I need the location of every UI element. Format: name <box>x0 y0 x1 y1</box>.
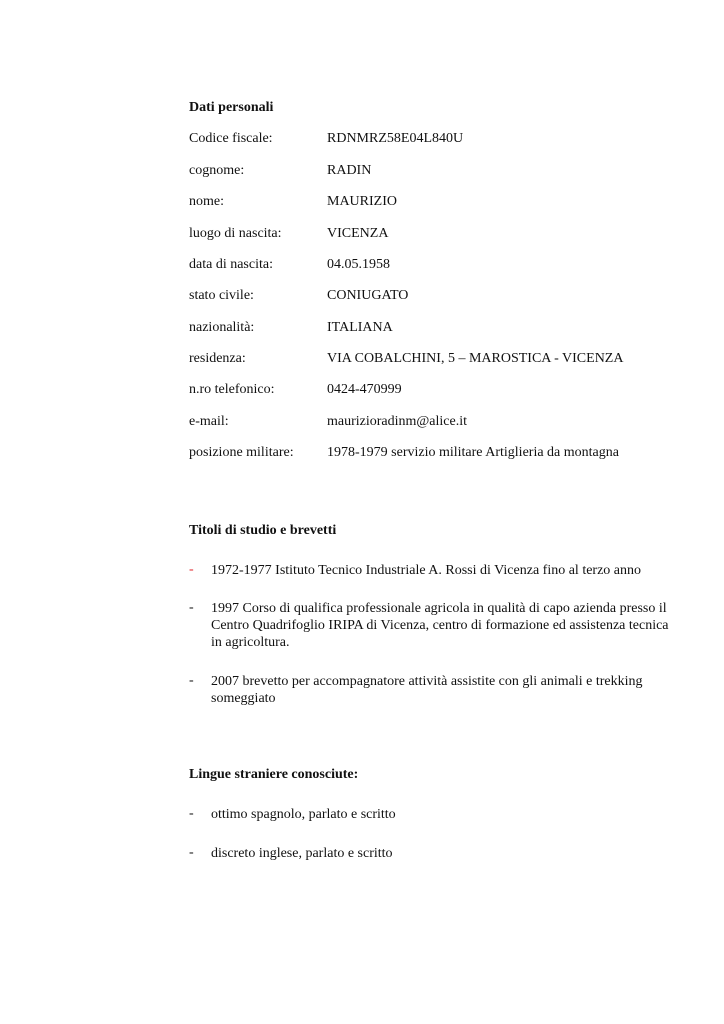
field-row-stato-civile <box>189 288 689 308</box>
field-value: RADIN <box>327 163 372 178</box>
field-value: 04.05.1958 <box>327 257 390 272</box>
field-label: data di nascita: <box>189 257 273 272</box>
field-row-nazionalita <box>189 320 689 340</box>
field-row-posizione-militare <box>189 445 689 465</box>
field-row-codice-fiscale <box>189 131 689 151</box>
bullet-dash: - <box>189 673 194 688</box>
field-label: n.ro telefonico: <box>189 382 275 397</box>
list-item-text: 2007 brevetto per accompagnatore attività assistite con gli animali e trekking someggiato <box>211 674 643 706</box>
field-row-luogo-nascita <box>189 226 689 246</box>
bullet-dash: - <box>189 562 194 577</box>
list-item-text: 1997 Corso di qualifica professionale agricola in qualità di capo azienda presso il Centro Quadrifoglio IRIPA di Vicenza, centro di formazione ed assistenza tecnica in agricoltura. <box>211 601 669 650</box>
field-row-telefono <box>189 382 689 402</box>
field-row-data-nascita <box>189 257 689 277</box>
field-label: stato civile: <box>189 288 254 303</box>
field-label: residenza: <box>189 351 246 366</box>
field-value: MAURIZIO <box>327 194 397 209</box>
field-label: Codice fiscale: <box>189 131 273 146</box>
section-title-languages: Lingue straniere conosciute: <box>189 767 359 782</box>
field-label: e-mail: <box>189 414 229 429</box>
field-value: CONIUGATO <box>327 288 409 303</box>
list-item-text: discreto inglese, parlato e scritto <box>211 846 393 861</box>
field-label: nazionalità: <box>189 320 255 335</box>
bullet-dash: - <box>189 845 194 860</box>
section-title-personal: Dati personali <box>189 100 274 115</box>
field-label: posizione militare: <box>189 445 294 460</box>
field-row-email <box>189 414 689 434</box>
field-label: nome: <box>189 194 224 209</box>
field-value: VIA COBALCHINI, 5 – MAROSTICA - VICENZA <box>327 351 624 366</box>
bullet-dash: - <box>189 600 194 615</box>
list-item-text: 1972-1977 Istituto Tecnico Industriale A. Rossi di Vicenza fino al terzo anno <box>211 563 642 578</box>
section-title-education: Titoli di studio e brevetti <box>189 523 337 538</box>
field-row-residenza <box>189 351 689 371</box>
field-value: maurizioradinm@alice.it <box>327 414 468 429</box>
field-value: RDNMRZ58E04L840U <box>327 131 464 146</box>
field-value: 1978-1979 servizio militare Artiglieria da montagna <box>327 445 619 460</box>
field-value: 0424-470999 <box>327 382 402 397</box>
field-label: cognome: <box>189 163 245 178</box>
bullet-dash: - <box>189 806 194 821</box>
list-item-text: ottimo spagnolo, parlato e scritto <box>211 807 396 822</box>
field-row-cognome <box>189 163 689 183</box>
field-value: VICENZA <box>327 226 389 241</box>
field-row-nome <box>189 194 689 214</box>
field-label: luogo di nascita: <box>189 226 282 241</box>
field-value: ITALIANA <box>327 320 393 335</box>
